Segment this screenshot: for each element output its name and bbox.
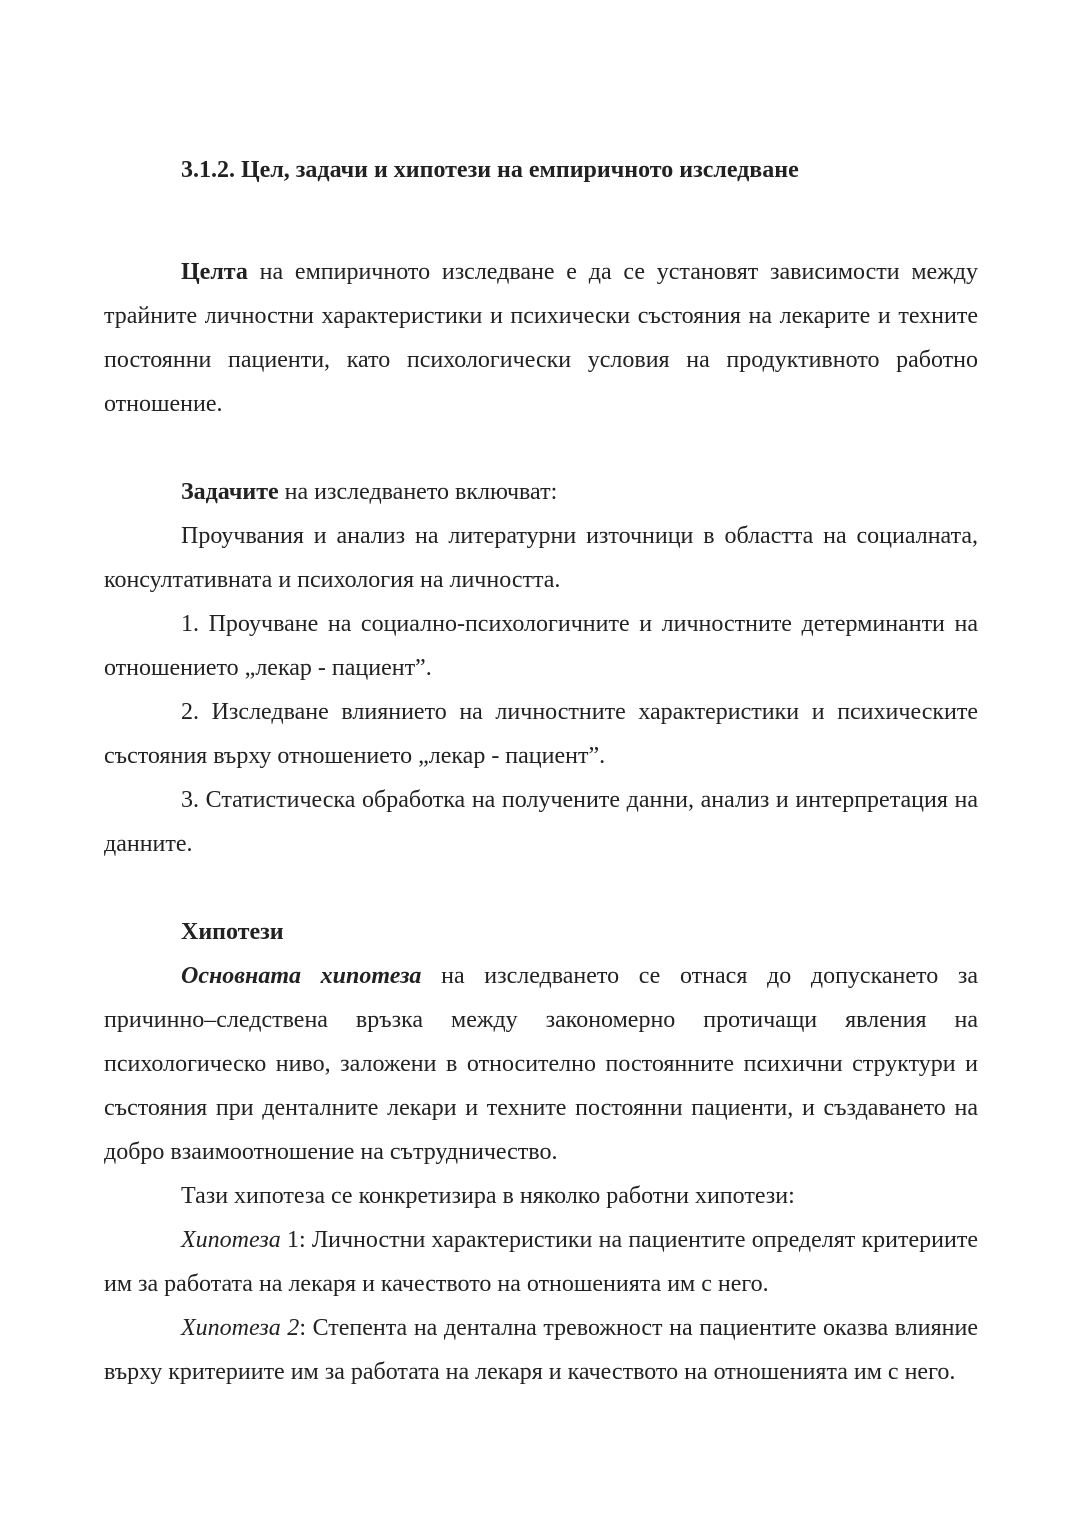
hypothesis-1 <box>104 1218 978 1306</box>
task-item: 1. Проучване на социално-психологичните и личностните детерминанти на отношението „лекар - пациент”. <box>104 611 978 681</box>
goal-paragraph <box>104 250 978 426</box>
hypotheses-concretize: Тази хипотеза се конкретизира в няколко работни хипотези: <box>181 1183 795 1209</box>
goal-text: на емпиричното изследване е да се установят зависимости между трайните личностни характеристики и психически състояния на лекарите и техните постоянни пациенти, като психологически условия на продуктивното работно отношение. <box>104 259 978 417</box>
hypothesis-1-text: 1: Личностни характеристики на пациентите определят критериите им за работата на лекаря и качеството на отношенията им с него. <box>104 1227 978 1297</box>
hypotheses-title-text: Хипотези <box>181 919 284 945</box>
main-hypothesis-lead: Основната хипотеза <box>181 963 422 989</box>
document-page <box>104 148 978 1394</box>
tasks-lead: Задачите <box>181 479 279 505</box>
hypothesis-2 <box>104 1306 978 1394</box>
hypothesis-2-text: : Степента на дентална тревожност на пациентите оказва влияние върху критериите им за работата на лекаря и качеството на отношенията им с него. <box>104 1315 978 1385</box>
task-item: Проучвания и анализ на литературни източници в областта на социалната, консултативната и психология на личността. <box>104 523 978 593</box>
tasks-intro-text: на изследването включват: <box>278 479 558 505</box>
goal-lead: Целта <box>181 259 248 285</box>
hypotheses-title <box>104 910 978 954</box>
tasks-intro <box>104 470 978 514</box>
main-hypothesis-text: на изследването се отнася до допускането за причинно–следствена връзка между закономерно протичащи явления на психологическо ниво, заложени в относително постоянните психични структури и състояния при денталните лекари и техните постоянни пациенти, и създаването на добро взаимоотношение на сътрудничество. <box>104 963 978 1165</box>
task-item: 2. Изследване влиянието на личностните характеристики и психическите състояния върху отношението „лекар - пациент”. <box>104 699 978 769</box>
hypothesis-2-label: Хипотеза 2 <box>181 1315 300 1341</box>
section-heading: 3.1.2. Цел, задачи и хипотези на емпиричното изследване <box>181 157 799 183</box>
task-item: 3. Статистическа обработка на получените данни, анализ и интерпретация на данните. <box>104 787 978 857</box>
main-hypothesis-paragraph <box>104 954 978 1174</box>
hypothesis-1-label: Хипотеза <box>181 1227 281 1253</box>
